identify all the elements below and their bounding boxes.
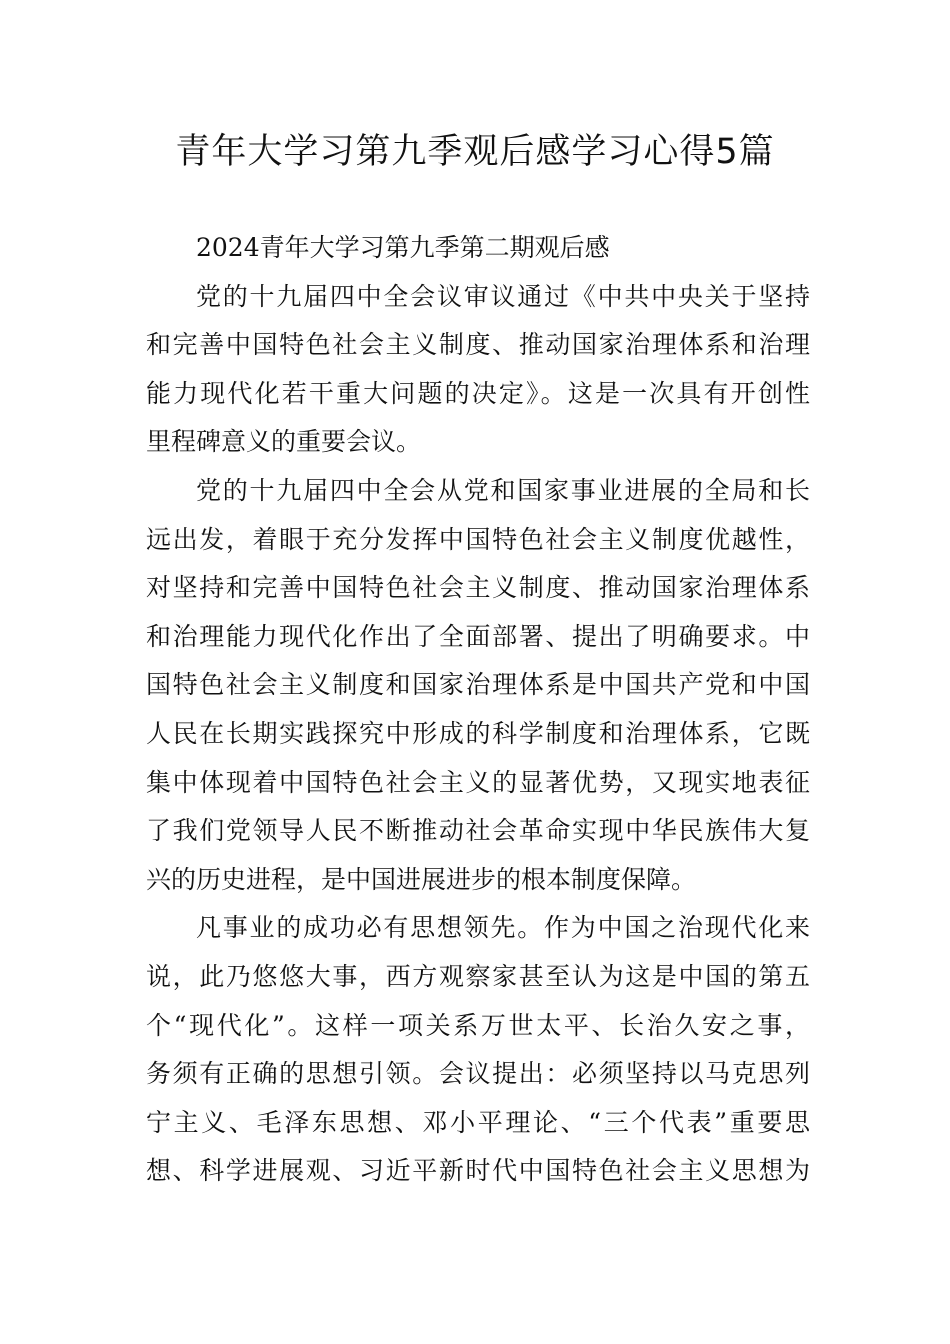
paragraph-line: 人民在长期实践探究中形成的科学制度和治理体系，它既	[146, 718, 810, 748]
paragraph-line: 和完善中国特色社会主义制度、推动国家治理体系和治理	[146, 330, 810, 360]
paragraph-line: 里程碑意义的重要会议。	[146, 427, 422, 457]
paragraph-line: 说，此乃悠悠大事，西方观察家甚至认为这是中国的第五	[146, 961, 810, 991]
paragraph-line: 党的十九届四中全会议审议通过《中共中央关于坚持	[196, 281, 810, 311]
subtitle-line: 2024青年大学习第九季第二期观后感	[196, 233, 610, 262]
paragraph-3	[146, 904, 810, 1196]
paragraph-line: 远出发，着眼于充分发挥中国特色社会主义制度优越性，	[146, 524, 810, 554]
paragraph-line: 国特色社会主义制度和国家治理体系是中国共产党和中国	[146, 670, 810, 700]
document-body	[146, 224, 810, 1196]
document-subtitle	[146, 224, 810, 273]
paragraph-line: 个“现代化”。这样一项关系万世太平、长治久安之事，	[146, 1010, 810, 1040]
paragraph-line: 凡事业的成功必有思想领先。作为中国之治现代化来	[196, 913, 810, 943]
paragraph-1	[146, 273, 810, 467]
paragraph-line: 对坚持和完善中国特色社会主义制度、推动国家治理体系	[146, 573, 810, 603]
document-title: 青年大学习第九季观后感学习心得5篇	[175, 132, 775, 172]
paragraph-line: 集中体现着中国特色社会主义的显著优势，又现实地表征	[146, 767, 810, 797]
paragraph-line: 兴的历史进程，是中国进展进步的根本制度保障。	[146, 864, 697, 894]
paragraph-line: 党的十九届四中全会从党和国家事业进展的全局和长	[196, 475, 810, 505]
paragraph-line: 务须有正确的思想引领。会议提出：必须坚持以马克思列	[146, 1059, 810, 1089]
paragraph-line: 能力现代化若干重大问题的决定》。这是一次具有开创性	[146, 378, 810, 408]
paragraph-2	[146, 467, 810, 904]
paragraph-line: 想、科学进展观、习近平新时代中国特色社会主义思想为	[146, 1156, 810, 1186]
paragraph-line: 和治理能力现代化作出了全面部署、提出了明确要求。中	[146, 621, 810, 651]
paragraph-line: 宁主义、毛泽东思想、邓小平理论、“三个代表”重要思	[146, 1107, 810, 1137]
paragraph-line: 了我们党领导人民不断推动社会革命实现中华民族伟大复	[146, 816, 810, 846]
